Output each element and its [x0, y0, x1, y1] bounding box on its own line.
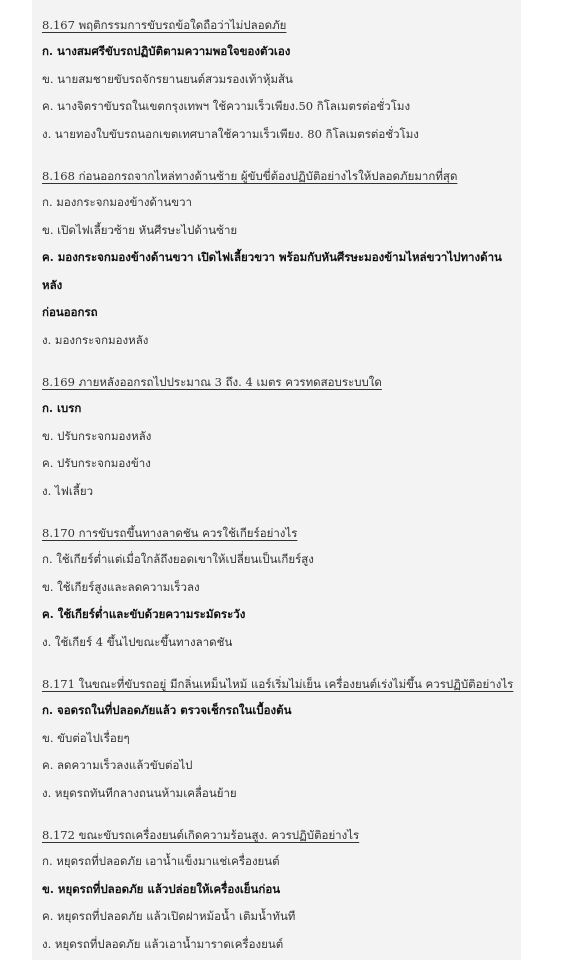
answer-choice: ข. เปิดไฟเลี้ยวซ้าย หันศีรษะไปด้านซ้าย — [42, 222, 238, 237]
question-title: 8.169 ภายหลังออกรถไปประมาณ 3 ถึง. 4 เมตร ควรทดสอบระบบใด — [42, 375, 382, 389]
answer-choice: ก. หยุดรถที่ปลอดภัย เอาน้ำแข็งมาแช่เครื่องยนต์ — [42, 854, 280, 868]
question-block — [42, 369, 521, 505]
answer-choice: ก. ใช้เกียร์ต่ำแต่เมื่อใกล้ถึงยอดเขาให้เปลี่ยนเป็นเกียร์สูง — [42, 552, 314, 566]
answer-choice: ง. ใช้เกียร์ 4 ขึ้นไปขณะขึ้นทางลาดชัน — [42, 634, 233, 649]
question-block — [42, 822, 521, 958]
question-block — [42, 520, 521, 656]
question-list — [42, 12, 521, 973]
answer-choice: ข. ใช้เกียร์สูงและลดความเร็วลง — [42, 579, 200, 594]
answer-choice-correct: ก. เบรก — [42, 401, 82, 415]
question-block — [42, 671, 521, 807]
answer-choice: ข. นายสมชายขับรถจักรยานยนต์สวมรองเท้าหุ้มส้น — [42, 71, 293, 86]
answer-choice: ค. หยุดรถที่ปลอดภัย แล้วเปิดฝาหม้อน้ำ เติมน้ำทันที — [42, 909, 296, 923]
answer-choice: ข. ปรับกระจกมองหลัง — [42, 428, 152, 443]
answer-choice: ค. ปรับกระจกมองข้าง — [42, 456, 151, 470]
answer-choice-correct: ค. มองกระจกมองข้างด้านขวา เปิดไฟเลี้ยวขวา พร้อมกับหันศีรษะมองข้ามไหล่ขวาไปทางด้านหลัง — [42, 250, 502, 292]
answer-choice: ง. หยุดรถที่ปลอดภัย แล้วเอาน้ำมาราดเครื่องยนต์ — [42, 936, 284, 951]
answer-choice: ข. ขับต่อไปเรื่อยๆ — [42, 730, 130, 745]
answer-choice-correct: ข. หยุดรถที่ปลอดภัย แล้วปล่อยให้เครื่องเย็นก่อน — [42, 881, 281, 896]
document-page — [32, 0, 521, 960]
answer-choice: ค. นางจิตราขับรถในเขตกรุงเทพฯ ใช้ความเร็วเพียง.50 กิโลเมตรต่อชั่วโมง — [42, 99, 411, 113]
answer-choice: ค. ลดความเร็วลงแล้วขับต่อไป — [42, 758, 193, 772]
question-block — [42, 12, 521, 148]
answer-choice: ง. มองกระจกมองหลัง — [42, 332, 149, 347]
answer-choice-correct: ก. จอดรถในที่ปลอดภัยแล้ว ตรวจเช็กรถในเบื้องต้น — [42, 703, 292, 717]
question-title: 8.172 ขณะขับรถเครื่องยนต์เกิดความร้อนสูง. ควรปฏิบัติอย่างไร — [42, 828, 360, 842]
answer-choice-correct: ก่อนออกรถ — [42, 305, 98, 319]
answer-choice: ก. มองกระจกมองข้างด้านขวา — [42, 195, 192, 209]
question-block — [42, 163, 521, 354]
question-title: 8.167 พฤติกรรมการขับรถข้อใดถือว่าไม่ปลอดภัย — [42, 18, 287, 32]
answer-choice: ง. หยุดรถทันทีกลางถนนห้ามเคลื่อนย้าย — [42, 785, 237, 800]
question-title: 8.171 ในขณะที่ขับรถอยู่ มีกลิ่นเหม็นไหม้ แอร์เริ่มไม่เย็น เครื่องยนต์เร่งไม่ขึ้น ควรปฏิบัติอย่างไร — [42, 677, 514, 691]
question-title: 8.168 ก่อนออกรถจากไหล่ทางด้านซ้าย ผู้ขับขี่ต้องปฏิบัติอย่างไรให้ปลอดภัยมากที่สุด — [42, 169, 458, 183]
question-title: 8.170 การขับรถขึ้นทางลาดชัน ควรใช้เกียร์อย่างไร — [42, 526, 298, 540]
answer-choice: ง. ไฟเลี้ยว — [42, 483, 94, 498]
answer-choice-correct: ก. นางสมศรีขับรถปฏิบัติตามความพอใจของตัวเอง — [42, 44, 291, 58]
answer-choice-correct: ค. ใช้เกียร์ต่ำและขับด้วยความระมัดระวัง — [42, 607, 246, 621]
answer-choice: ง. นายทองใบขับรถนอกเขตเทศบาลใช้ความเร็วเพียง. 80 กิโลเมตรต่อชั่วโมง — [42, 126, 419, 141]
